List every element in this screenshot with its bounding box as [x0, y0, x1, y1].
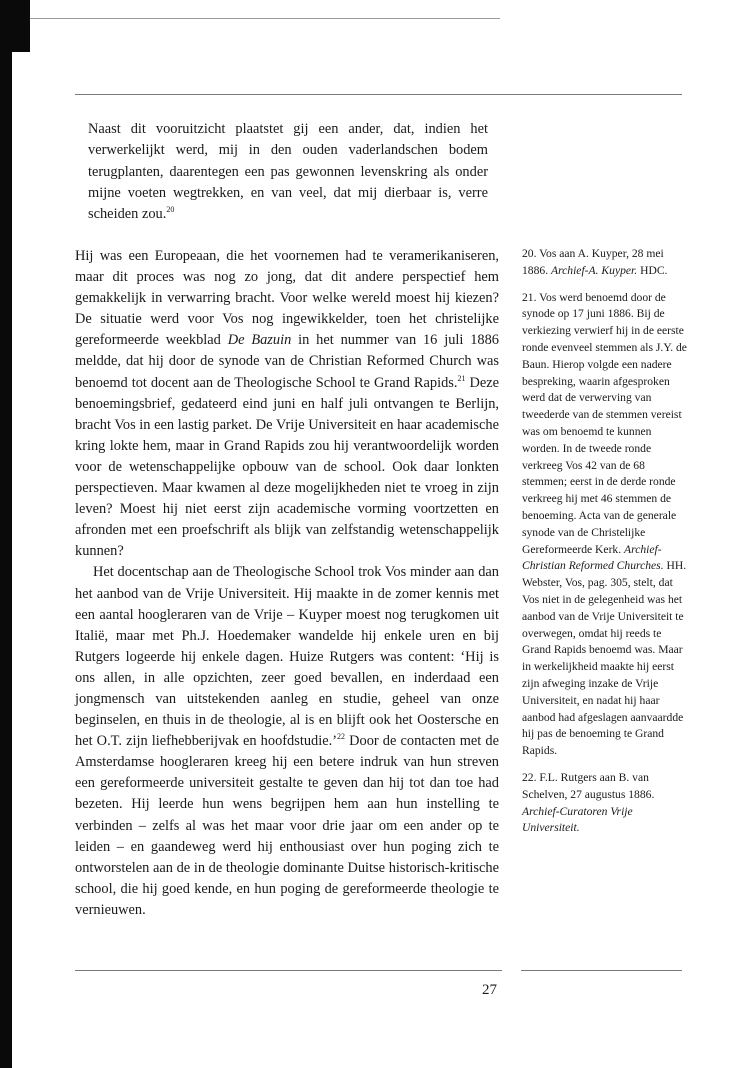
block-quote-text: Naast dit vooruitzicht plaatstet gij een ander, dat, indien het verwerkelijkt werd, mij in den ouden vaderlandschen bodem terugplanten, daarentegen een pas gewonnen levenskring als onder mijne voeten wegtrekken, en van veel, dat mij dierbaar is, verre scheiden zou.: [88, 121, 488, 223]
footnote-ref-22[interactable]: 22: [337, 732, 346, 742]
header-rule: [75, 94, 682, 95]
footnote-column: [522, 246, 687, 847]
footnote-ref-20[interactable]: 20: [166, 205, 175, 215]
page-number: 27: [482, 982, 497, 998]
footnote-21: 21. Vos werd benoemd door de synode op 17 juni 1886. Bij de verkiezing verwierf hij in de eerste ronde evenveel stemmen als J.Y. de Baun. Hierop volgde een nadere bespreking, waarin afgesproken werd dat de verwerving van tweederde van de stemmen vereist was om benoemd te kunnen worden. In de tweede ronde verkreeg Vos 42 van de 68 stemmen; eerst in de derde ronde verkreeg hij met 46 stemmen de benoeming. Acta van de generale synode van de Christelijke Gereformeerde Kerk. Archief-Christian Reformed Churches. HH. Webster, Vos, pag. 305, stelt, dat Vos niet in de gelegenheid was het aanbod van de Vrije Universiteit te overwegen, omdat hij reeds te Grand Rapids benoemd was. Maar in werkelijkheid maakte hij eerst zijn afweging inzake de Vrije Universiteit, en nadat hij haar aanbod had afgeslagen aanvaardde hij pas de benoeming te Grand Rapids.: [522, 290, 687, 758]
footnote-ref-21[interactable]: 21: [457, 373, 466, 383]
footer-rule-main: [75, 970, 502, 971]
periodical-title: De Bazuin: [227, 332, 292, 349]
scan-top-line: [30, 18, 500, 19]
block-quote: [88, 119, 488, 225]
paragraph-2: Het docentschap aan de Theologische School trok Vos minder aan dan het aanbod van de Vrije Universiteit. Hij maakte in de zomer kennis met een aantal hoogleraren van de Vrije – Kuyper moest nog terugkomen uit Italië, maar met Ph.J. Hoedemaker wandelde hij enkele uren en bij Rutgers logeerde hij enkele dagen. Huize Rutgers was content: ‘Hij is ons allen, in alle opzichten, zeer goed bevallen, en inderdaad een jongmensch van uitstekenden aanleg en studie, geheel van onze beginselen, en thuis in de theologie, al is en blijft ook het Oostersche en het O.T. zijn liefhebberijvak en hoofdstudie.’$^{22}$ Door de contacten met de Amsterdamse hoogleraren kreeg hij een betere indruk van hun streven een gereformeerde universiteit gestalte te geven dan hij tot dan toe had bezeten. Hij leerde hun wens begrijpen hem aan hun instelling te verbinden – zelfs al was het maar voor drie jaar om een ander op te leiden – en gaandeweg werd hij enthousiast over hun poging zich te ontworstelen aan de in de theologie dominante Duitse historisch-kritische school, die hij goed kende, en hun poging de gereformeerde theologie te vernieuwen.: [75, 564, 499, 918]
paragraph-1: Hij was een Europeaan, die het voornemen had te veramerikaniseren, maar dit proces was nog zo jong, dat dit andere perspectief hem gemakkelijk in verwarring bracht. Voor welke wereld moest hij kiezen? De situatie werd voor Vos nog ingewikkelder, toen het christelijke gereformeerde weekblad De Bazuin in het nummer van 16 juli 1886 meldde, dat hij door de synode van de Christian Reformed Church was benoemd tot docent aan de Theologische School te Grand Rapids.$^{21}$ Deze benoemingsbrief, gedateerd eind juni en half juli ontvangen te Berlijn, bracht Vos in een lastig parket. De Vrije Universiteit en haar academische kring lokte hem, maar in Grand Rapids zou hij verantwoordelijk worden voor de wetenschappelijke opbouw van de school. Ook daar lonkten perspectieven. Maar kwamen al deze mogelijkheden niet te vroeg in zijn leven? Moest hij niet eerst zijn academische vorming voortzetten en afronden met een proefschrift als blijk van zelfstandig wetenschappelijk kunnen?: [75, 248, 500, 560]
main-text: [75, 246, 499, 921]
footer-rule-notes: [521, 970, 682, 971]
footnote-20: 20. Vos aan A. Kuyper, 28 mei 1886. Archief-A. Kuyper. HDC.: [522, 247, 668, 277]
scan-corner-shadow: [0, 0, 30, 52]
footnote-22: 22. F.L. Rutgers aan B. van Schelven, 27 augustus 1886. Archief-Curatoren Vrije Universiteit.: [522, 770, 655, 835]
scan-edge-shadow: [0, 0, 12, 1068]
